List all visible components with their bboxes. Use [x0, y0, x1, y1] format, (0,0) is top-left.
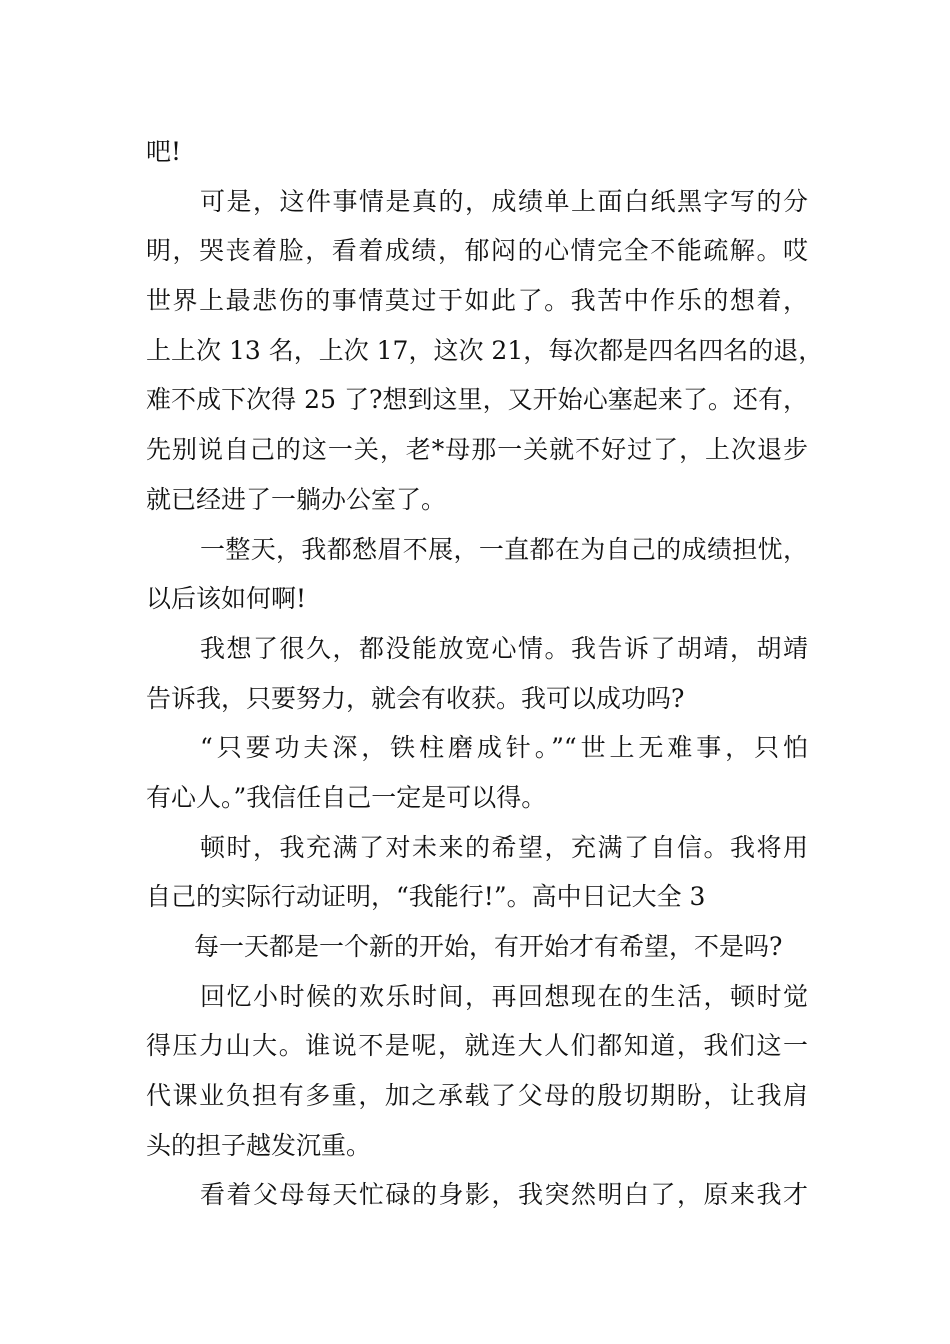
text-line: 告诉我，只要努力，就会有收获。我可以成功吗?	[146, 683, 685, 713]
text-line: 明，哭丧着脸，看着成绩，郁闷的心情完全不能疏解。哎	[146, 236, 808, 266]
text-line: 我想了很久，都没能放宽心情。我告诉了胡靖，胡靖	[200, 633, 808, 663]
text-line: 顿时，我充满了对未来的希望，充满了自信。我将用	[200, 832, 808, 862]
text-line: 一整天，我都愁眉不展，一直都在为自己的成绩担忧，	[200, 534, 808, 564]
text-line: 有心人。”我信任自己一定是可以得。	[146, 782, 547, 812]
text-line: 世界上最悲伤的事情莫过于如此了。我苦中作乐的想着，	[146, 286, 808, 316]
body-text	[146, 127, 824, 1220]
text-line: 以后该如何啊!	[146, 584, 307, 614]
text-line: 得压力山大。谁说不是呢，就连大人们都知道，我们这一	[146, 1031, 808, 1061]
text-line: 头的担子越发沉重。	[146, 1130, 372, 1160]
text-line: 先别说自己的这一关，老*母那一关就不好过了，上次退步	[146, 435, 808, 465]
text-line: “只要功夫深，铁柱磨成针。”“世上无难事，只怕	[200, 733, 808, 763]
text-line: 代课业负担有多重，加之承载了父母的殷切期盼，让我肩	[146, 1081, 808, 1111]
text-line: 每一天都是一个新的开始，有开始才有希望，不是吗?	[194, 932, 783, 961]
text-line: 自己的实际行动证明，“我能行!”。高中日记大全 3	[146, 882, 706, 912]
text-line: 看着父母每天忙碌的身影，我突然明白了，原来我才	[200, 1180, 808, 1210]
text-line: 回忆小时候的欢乐时间，再回想现在的生活，顿时觉	[200, 981, 808, 1011]
text-line: 可是，这件事情是真的，成绩单上面白纸黑字写的分	[200, 186, 808, 216]
text-line: 就已经进了一躺办公室了。	[146, 484, 447, 514]
text-line: 上上次 13 名，上次 17，这次 21，每次都是四名四名的退，	[146, 335, 824, 365]
text-line: 吧!	[146, 137, 182, 166]
text-line: 难不成下次得 25 了?想到这里，又开始心塞起来了。还有，	[146, 385, 808, 415]
